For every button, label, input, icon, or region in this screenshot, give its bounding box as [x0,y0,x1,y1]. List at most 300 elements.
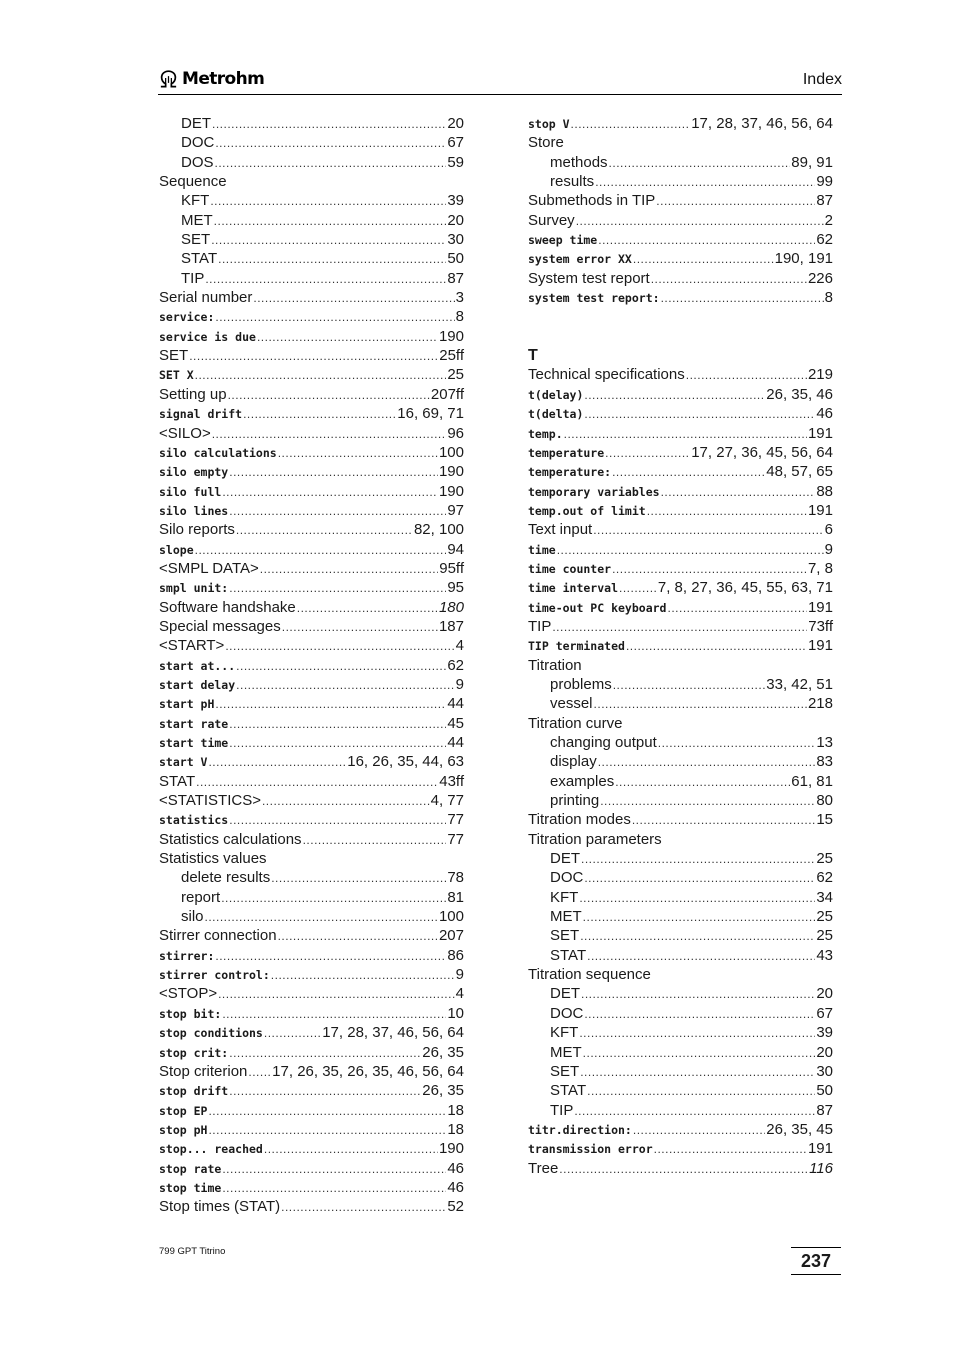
index-term: problems [550,675,612,693]
index-entry [159,559,464,578]
index-term: service: [159,310,215,325]
index-subentry [528,1023,833,1042]
index-term: DOC [550,1004,584,1022]
index-subentry [528,1062,833,1081]
dot-leader [222,1179,446,1198]
index-term: TIP terminated [528,639,625,654]
index-entry [528,636,833,655]
page-reference: 33, 42, 51 [766,675,833,693]
dot-leader [215,308,454,327]
dot-leader [260,560,438,579]
dot-leader [557,541,824,560]
index-entry [528,211,833,230]
dot-leader [278,927,438,946]
index-term: SET [550,927,580,945]
index-entry [159,1004,464,1023]
dot-leader [583,1044,816,1063]
dot-leader [584,1005,815,1024]
page-reference: 9 [455,966,464,984]
index-term: temperature: [528,465,612,480]
index-entry [528,559,833,578]
index-term: KFT [550,1024,579,1042]
index-term: stop conditions [159,1026,263,1041]
index-group-heading [528,656,833,675]
page-reference: 26, 35 [422,1043,464,1061]
index-entry [159,307,464,326]
dot-leader [600,792,815,811]
index-entry [159,385,464,404]
index-entry [159,733,464,752]
index-term: slope [159,542,194,557]
dot-leader [583,908,816,927]
dot-leader [208,1102,446,1121]
index-term: start at... [159,658,236,673]
page-reference: 77 [447,830,464,848]
dot-leader [613,676,766,695]
index-term: start V [159,755,208,770]
dot-leader [564,425,807,444]
index-entry [528,1159,833,1178]
index-term: silo empty [159,465,229,480]
index-term: report [181,888,221,906]
index-term: smpl unit: [159,581,229,596]
page-reference: 78 [447,869,464,887]
page-reference: 30 [447,231,464,249]
dot-leader [222,483,438,502]
page-reference: 10 [447,1004,464,1022]
index-subentry [528,849,833,868]
index-entry [528,462,833,481]
dot-leader [228,386,430,405]
index-subentry [159,249,464,268]
index-term: stop crit: [159,1045,229,1060]
index-term: STAT [550,1082,587,1100]
index-entry [159,1159,464,1178]
index-entry [159,810,464,829]
index-term: TIP [181,269,205,287]
index-term: stop V [528,117,570,131]
page-reference: 48, 57, 65 [766,463,833,481]
index-subentry [528,791,833,810]
page-reference: 9 [455,675,464,693]
index-term: SET [159,347,189,365]
dot-leader [222,1005,446,1024]
dot-leader [229,1044,421,1063]
page-reference: 2 [824,211,833,229]
index-subentry [159,888,464,907]
page-reference: 16, 26, 35, 44, 63 [347,753,464,771]
index-term: start rate [159,716,229,731]
dot-leader [594,695,807,714]
page-reference: 25 [816,908,833,926]
index-entry [159,984,464,1003]
dot-leader [552,618,807,637]
index-term: delete results [181,869,271,887]
index-term: <SMPL DATA> [159,559,259,577]
dot-leader [212,425,447,444]
index-subentry [159,907,464,926]
footer-document-title: 799 GPT Titrino [159,1246,226,1257]
dot-leader [633,250,774,269]
index-entry [159,791,464,810]
index-entry [528,443,833,462]
dot-leader [651,270,807,289]
page-reference: 30 [816,1062,833,1080]
index-entry [159,365,464,384]
page-reference: 62 [816,869,833,887]
index-entry [159,965,464,984]
dot-leader [576,212,824,231]
page-reference: 4 [455,637,464,655]
index-subentry [528,675,833,694]
index-entry [159,772,464,791]
index-term: signal drift [159,407,243,422]
page-reference: 180 [438,598,464,616]
index-term: time [528,542,556,557]
index-term: Statistics values [159,850,267,868]
dot-leader [205,908,438,927]
index-term: stop EP [159,1103,208,1118]
dot-leader [297,599,438,618]
index-term: STAT [181,250,218,268]
dot-leader [215,134,446,153]
index-term: Submethods in TIP [528,192,656,210]
index-term: KFT [550,888,579,906]
index-entry [528,1139,833,1158]
page-reference: 86 [447,946,464,964]
page-reference: 218 [807,695,833,713]
index-subentry [159,211,464,230]
index-entry [159,752,464,771]
index-term: temp.out of limit [528,503,646,518]
page-reference: 191 [807,637,833,655]
index-term: Stop times (STAT) [159,1198,281,1216]
dot-leader [189,347,438,366]
page-reference: 190 [438,1140,464,1158]
dot-leader [215,947,446,966]
index-entry [528,578,833,597]
page-reference: 43 [816,946,833,964]
index-term: DET [550,850,580,868]
page-reference: 219 [807,366,833,384]
page-reference: 67 [816,1004,833,1022]
dot-leader [278,444,438,463]
dot-leader [615,773,790,792]
page-reference: 87 [816,1101,833,1119]
dot-leader [264,1024,321,1043]
index-term: DOC [181,134,215,152]
index-term: display [550,753,597,771]
index-term: results [550,173,595,191]
index-entry [159,830,464,849]
index-term: Technical specifications [528,366,685,384]
page-reference: 94 [447,540,464,558]
dot-leader [609,154,791,173]
page-reference: 26, 35 [422,1082,464,1100]
dot-leader [593,521,823,540]
dot-leader [656,192,815,211]
index-term: system test report: [528,291,660,306]
index-term: SET [550,1062,580,1080]
dot-leader [222,1160,446,1179]
index-term: time counter [528,561,612,576]
dot-leader [598,753,816,772]
page-reference: 9 [824,540,833,558]
dot-leader [211,231,446,250]
dot-leader [574,1102,815,1121]
index-term: Sequence [159,173,227,191]
index-term: printing [550,792,600,810]
index-entry [159,1120,464,1139]
index-entry [528,365,833,384]
index-letter-heading: T [528,347,538,365]
page-reference: 62 [816,231,833,249]
dot-leader [303,831,447,850]
index-entry [159,288,464,307]
index-entry [528,230,833,249]
index-term: temperature [528,445,605,460]
dot-leader [229,715,446,734]
dot-leader [208,753,346,772]
page-reference: 100 [438,443,464,461]
dot-leader [579,1024,815,1043]
index-term: Titration curve [528,714,623,732]
index-subentry [528,1043,833,1062]
index-term: SET X [159,368,194,383]
page-reference: 20 [816,1043,833,1061]
page-reference: 77 [447,811,464,829]
index-term: <SILO> [159,424,211,442]
page-reference: 43ff [439,772,464,790]
index-entry [159,482,464,501]
index-entry [528,598,833,617]
index-entry [159,424,464,443]
index-term: Serial number [159,289,253,307]
page-reference: 82, 100 [413,521,464,539]
page-reference: 88 [816,482,833,500]
index-subentry [159,114,464,133]
page-reference: 44 [447,734,464,751]
index-term: Silo reports [159,521,235,539]
index-subentry [528,1004,833,1023]
index-entry [528,288,833,307]
index-term: Titration [528,656,582,674]
page-reference: 50 [816,1082,833,1100]
index-entry [159,1197,464,1216]
page-reference: 3 [455,289,464,307]
index-term: Statistics calculations [159,830,302,848]
index-entry [159,1178,464,1197]
page-reference: 207 [438,927,464,945]
page-reference: 95 [447,579,464,597]
index-term: KFT [181,192,210,210]
index-term: statistics [159,813,229,828]
dot-leader [248,1063,271,1082]
dot-leader [579,889,815,908]
dot-leader [598,231,815,250]
index-entry [159,636,464,655]
index-term: examples [550,772,615,790]
index-subentry [528,888,833,907]
page-reference: 20 [447,211,464,229]
index-term: Store [528,134,564,152]
index-term: changing output [550,734,657,751]
page-reference: 95ff [439,559,464,577]
index-term: System test report [528,269,650,287]
dot-leader [271,869,446,888]
index-entry [528,617,833,636]
dot-leader [612,463,765,482]
page-reference: 207ff [430,385,464,403]
page-reference: 4, 77 [430,792,464,810]
page-reference: 50 [447,250,464,268]
page-reference: 190 [438,463,464,481]
dot-leader [584,869,815,888]
dot-leader [229,502,446,521]
page-reference: 25 [816,850,833,868]
index-group-heading [528,830,833,849]
index-entry [159,926,464,945]
dot-leader [253,289,454,308]
dot-leader [195,366,447,385]
index-term: silo lines [159,503,229,518]
index-entry [159,1081,464,1100]
index-subentry [528,1101,833,1120]
page-reference: 87 [447,269,464,287]
dot-leader [210,192,446,211]
page-number: 237 [791,1247,841,1275]
index-subentry [159,868,464,887]
page-reference: 191 [807,424,833,442]
dot-leader [595,173,815,192]
page-reference: 73ff [808,617,833,635]
index-term: service is due [159,329,256,344]
dot-leader [581,850,815,869]
dot-leader [580,927,815,946]
page-reference: 45 [447,714,464,732]
dot-leader [218,985,455,1004]
index-term: t(delay) [528,387,584,402]
page-reference: 7, 8 [807,559,833,577]
page-reference: 6 [824,521,833,539]
page-reference: 99 [816,173,833,191]
dot-leader [686,366,807,385]
page-reference: 16, 69, 71 [397,405,464,423]
index-term: start delay [159,677,236,692]
page-reference: 191 [807,598,833,616]
index-term: stop bit: [159,1006,222,1021]
index-term: TIP [550,1101,574,1119]
index-subentry [528,733,833,752]
page-reference: 44 [447,695,464,713]
page-reference: 46 [816,405,833,423]
page-reference: 116 [809,1159,833,1177]
dot-leader [667,599,806,618]
index-term: MET [181,211,213,229]
dot-leader [196,773,438,792]
page-reference: 52 [447,1198,464,1216]
index-term: silo calculations [159,445,277,460]
dot-leader [236,521,413,540]
page-reference: 8 [824,289,833,307]
dot-leader [619,579,657,598]
index-group-heading [528,133,833,152]
dot-leader [571,115,691,134]
index-term: DOC [550,869,584,887]
dot-leader [243,405,396,424]
index-term: Titration parameters [528,830,662,848]
dot-leader [229,734,446,753]
index-entry [528,269,833,288]
index-term: DET [181,115,211,132]
dot-leader [581,985,815,1004]
index-entry [528,385,833,404]
index-term: Software handshake [159,598,296,616]
dot-leader [584,405,815,424]
page-reference: 4 [455,985,464,1003]
page-reference: 87 [816,192,833,210]
index-term: temp. [528,426,563,441]
dot-leader [257,328,438,347]
index-entry [159,520,464,539]
index-entry [159,1043,464,1062]
page-reference: 7, 8, 27, 36, 45, 55, 63, 71 [657,579,833,597]
index-group-heading [159,172,464,191]
dot-leader [587,947,815,966]
index-term: stop time [159,1180,222,1195]
dot-leader [262,792,430,811]
index-entry [528,482,833,501]
dot-leader [225,637,454,656]
index-entry [528,540,833,559]
dot-leader [647,502,807,521]
page-reference: 13 [816,734,833,751]
index-entry [159,656,464,675]
index-entry [528,114,833,133]
page-reference: 18 [447,1101,464,1119]
index-term: vessel [550,695,593,713]
page-reference: 25 [447,366,464,384]
index-entry [159,714,464,733]
index-column-right [528,114,833,1178]
page-reference: 15 [816,811,833,829]
index-term: stop rate [159,1161,222,1176]
page-reference: 80 [816,792,833,810]
page-reference: 191 [807,1140,833,1158]
dot-leader [236,657,446,676]
dot-leader [195,541,447,560]
index-entry [159,443,464,462]
index-term: Stirrer connection [159,927,277,945]
dot-leader [661,483,816,502]
page-reference: 17, 28, 37, 46, 56, 64 [691,115,833,132]
page-reference: 25 [816,927,833,945]
index-term: time interval [528,581,619,596]
index-entry [528,1120,833,1139]
dot-leader [214,212,447,231]
page-reference: 34 [816,888,833,906]
dot-leader [215,154,447,173]
page-reference: 25ff [439,347,464,365]
index-entry [159,327,464,346]
dot-leader [212,115,446,134]
index-subentry [159,191,464,210]
index-term: Titration sequence [528,966,651,984]
page-reference: 62 [447,656,464,674]
dot-leader [658,734,816,753]
index-term: <START> [159,637,225,655]
page-reference: 96 [447,424,464,442]
